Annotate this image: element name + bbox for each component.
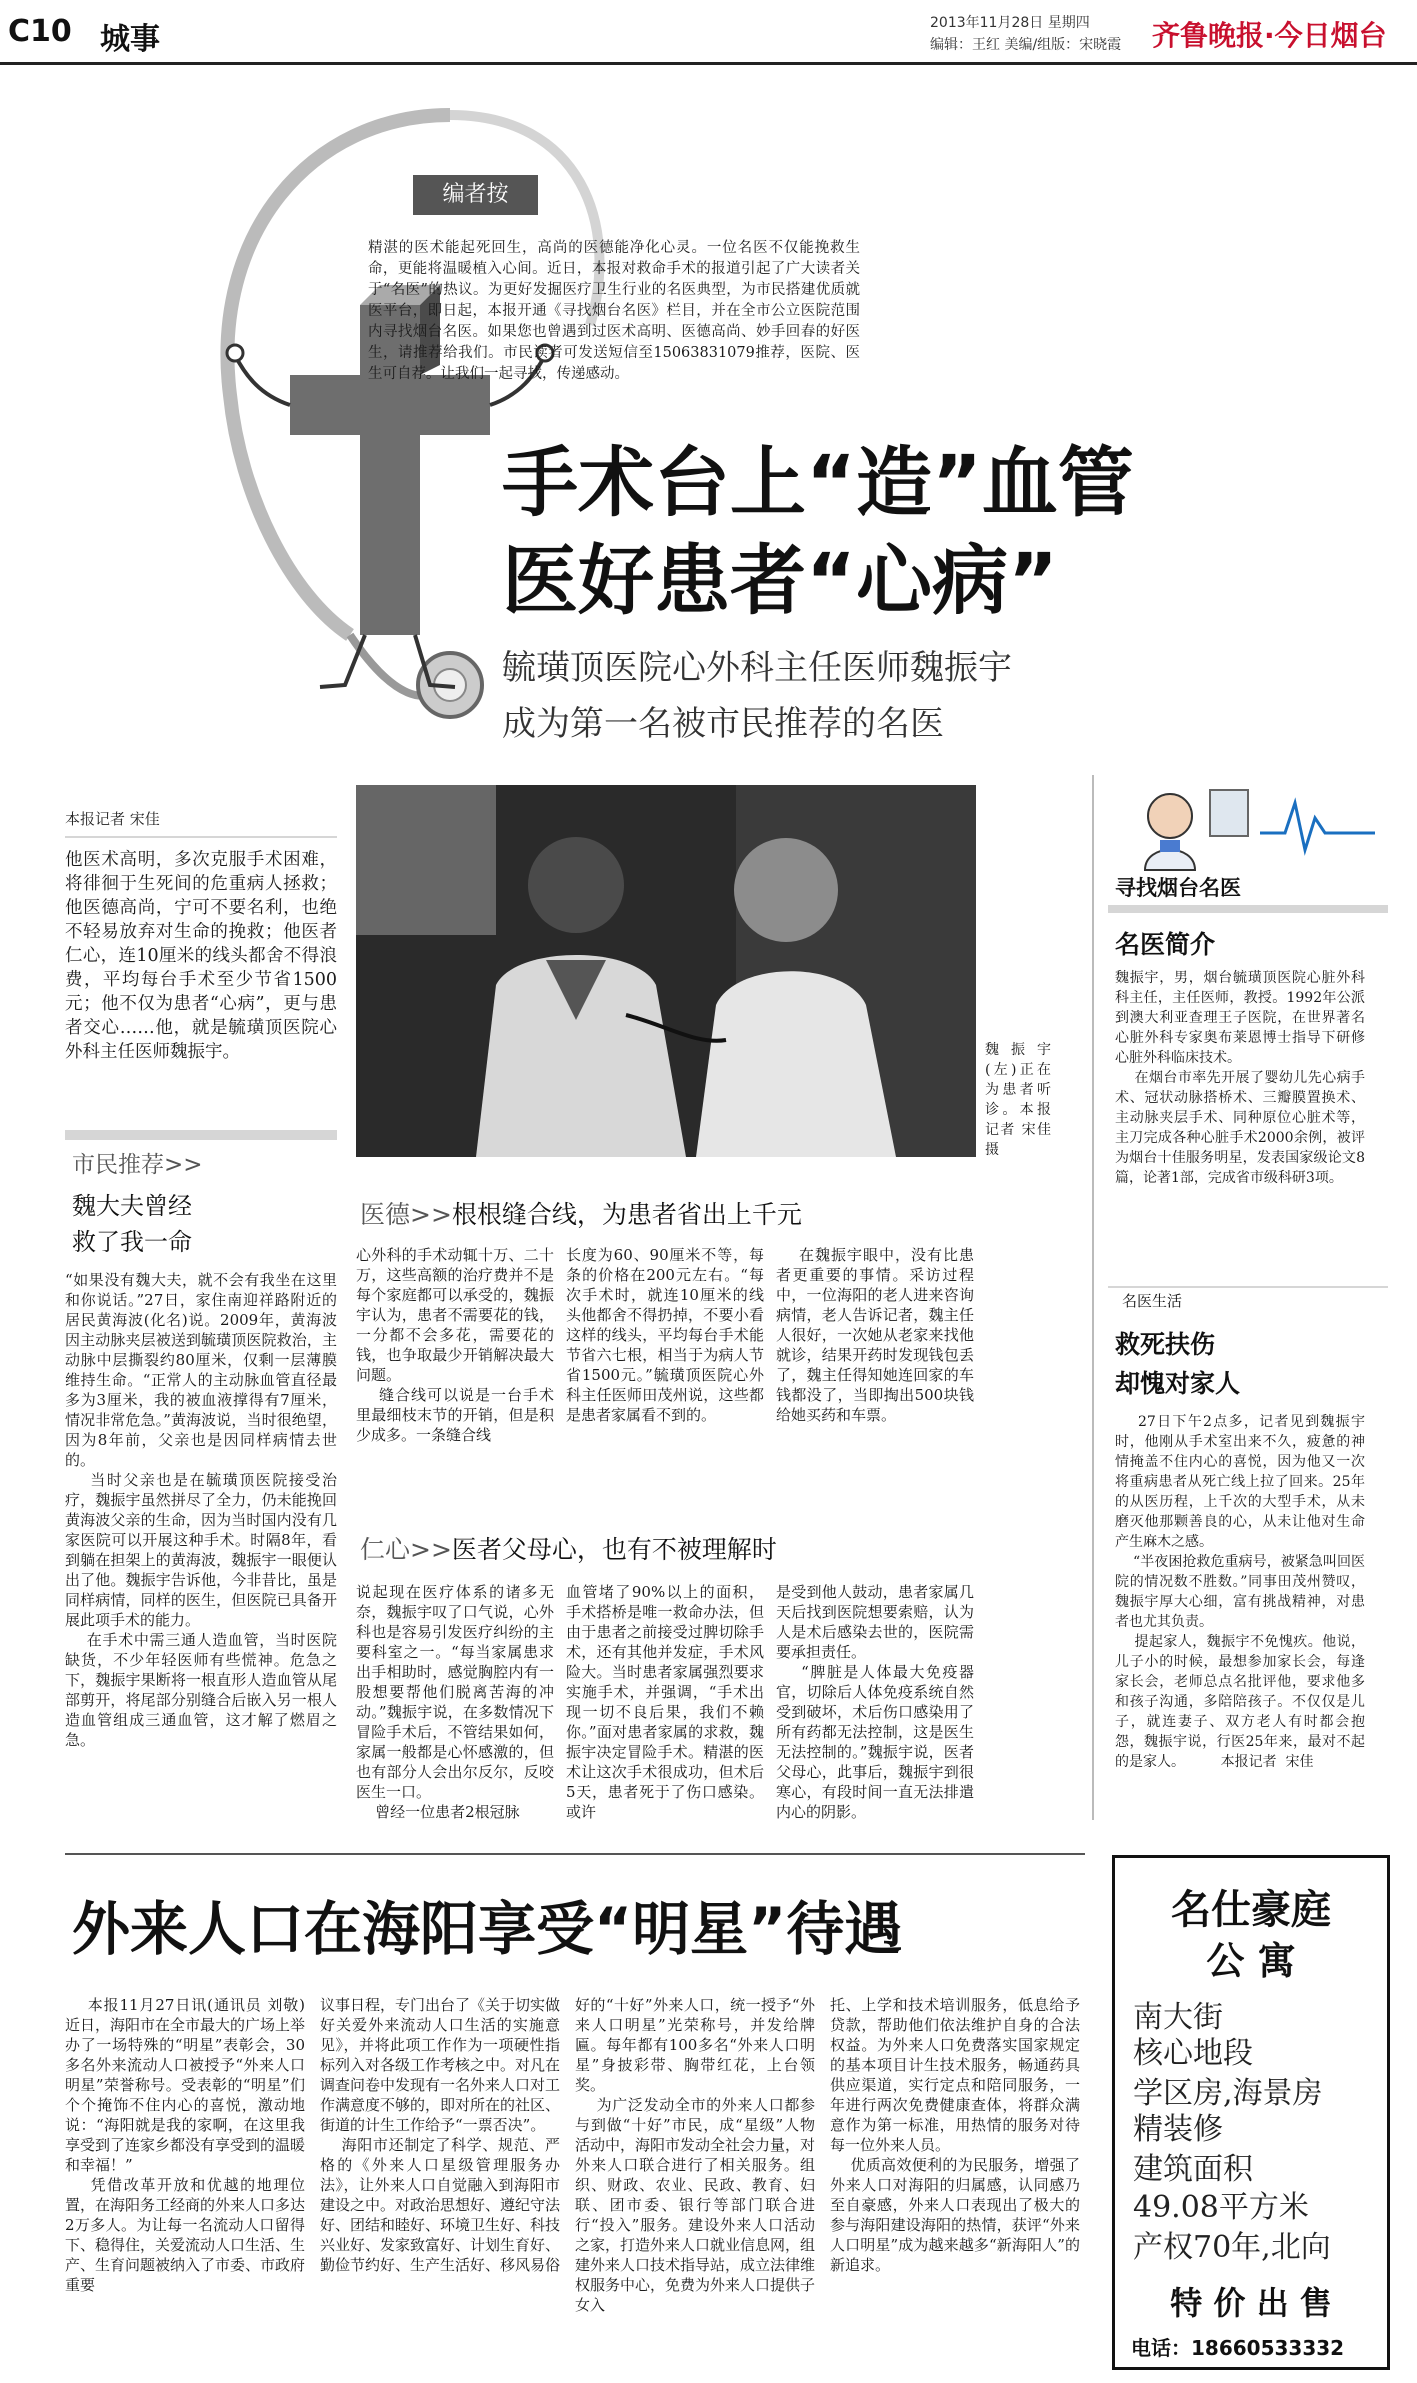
section-c-heading — [360, 1530, 777, 1566]
section-name: 城事 — [100, 22, 160, 57]
section-a-title2: 救了我一命 — [72, 1228, 192, 1256]
section-b-col1: 心外科的手术动辄十万、二十万，这些高额的治疗费并不是每个家庭都可以承受的，魏振宇认为，患者不需要花的钱，一分都不会多花，需要花的钱，也争取最少开销解决最大问题。 缝合线可以说是一台手术里最细枝末节的开销，但是积少成多。一条缝合线 — [356, 1246, 554, 1444]
apartment-ad — [1112, 1855, 1390, 2370]
ad-title1: 名仕豪庭 — [1171, 1887, 1331, 1933]
editor-note-text: 精湛的医术能起死回生，高尚的医德能净化心灵。一位名医不仅能挽救生命，更能将温暖植入心间。近日，本报对救命手术的报道引起了广大读者关于“名医”的热议。为更好发掘医疗卫生行业的名医典型，为市民搭建优质就医平台，即日起，本报开通《寻找烟台名医》栏目，并在全市公立医院范围内寻找烟台名医。如果您也曾遇到过医术高明、医德高尚、妙手回春的好医生，请推荐给我们。市民读者可发送短信至15063831079推荐，医院、医生可自荐。让我们一起寻找，传递感动。 — [368, 240, 860, 382]
headline-sub1: 毓璜顶医院心外科主任医师魏振宇 — [502, 648, 1012, 688]
date-line: 2013年11月28日 星期四 — [930, 15, 1090, 31]
intro-text: 魏振宇，男，烟台毓璜顶医院心脏外科科主任，主任医师，教授。1992年公派到澳大利亚查理王子医院，在世界著名心脏外科专家奥布莱恩博士指导下研修心脏外科临床技术。 在烟台市率先开展了婴幼儿先心病手术、冠状动脉搭桥术、三瓣膜置换术、主动脉夹层手术、同种原位心脏术等，主刀完成各种心脏手术2000余例，被评为烟台十佳服务明星，发表国家级论文8篇，论著1部，完成省市级科研3项。 — [1115, 970, 1365, 1186]
editor-line: 编辑：王红 美编/组版：宋晓霞 — [930, 37, 1122, 53]
ad-line7: 产权70年,北向 — [1133, 2230, 1331, 2265]
section-b-prefix: 医德>> — [360, 1200, 452, 1229]
section-c-title: 医者父母心，也有不被理解时 — [451, 1535, 777, 1564]
headline-line1: 手术台上“造”血管 — [502, 438, 1134, 527]
find-doctor-logo — [1110, 778, 1380, 870]
story2-col2: 议事日程，专门出台了《关于切实做好关爱外来流动人口生活的实施意见》，并将此项工作作为一项硬性指标列入对各级工作考核之中。对凡在调查问卷中发现有一名外来人口对工作满意度不够的，即对所在的社区、街道的计生工作给予“一票否决”。 海阳市还制定了科学、规范、严格的《外来人口星级管理服务办法》，让外来人口自觉融入到海阳市建设之中。对政治思想好、遵纪守法好、团结和睦好、环境卫生好、科技兴业好、发家致富好、计划生育好、勤俭节约好、生产生活好、移风易俗 — [320, 1996, 561, 2274]
life-label: 名医生活 — [1122, 1292, 1183, 1310]
editor-note-badge: 编者按 — [413, 175, 538, 215]
ad-line2: 核心地段 — [1133, 2036, 1253, 2071]
brand-name: 齐鲁晚报·今日烟台 — [1152, 19, 1387, 52]
ad-line3: 学区房,海景房 — [1133, 2076, 1323, 2111]
ad-line4: 精装修 — [1133, 2112, 1223, 2147]
ad-phone: 电话：18660533332 — [1131, 2336, 1345, 2360]
story2-headline: 外来人口在海阳享受“明星”待遇 — [72, 1895, 903, 1963]
story2-top-rule — [65, 1853, 1085, 1855]
section-c-col1: 说起现在医疗体系的诸多无奈，魏振宇叹了口气说，心外科也是容易引发医疗纠纷的主要科室之一。“每当家属患求出手相助时，感觉胸腔内有一股想要帮他们脱离苦海的冲动。”魏振宇说，在多数情况下冒险手术后，不管结果如何，家属一般都是心怀感激的，但也有部分人会出尔反尔，反咬医生一口。 曾经一位患者2根冠脉 — [356, 1583, 554, 1821]
section-b-col2: 长度为60、90厘米不等，每条的价格在200元左右。“每次手术时，就连10厘米的线头他都舍不得扔掉，不要小看这样的线头，平均每台手术能节省六七根，相当于为病人节省1500元。”毓璜顶医院心外科主任医师田茂州说，这些都是患者家属看不到的。 — [566, 1246, 764, 1424]
section-a-label: 市民推荐>> — [72, 1152, 203, 1178]
sidebar-rule-2 — [1108, 1286, 1388, 1288]
byline: 本报记者 宋佳 — [65, 810, 160, 828]
section-a-title1: 魏大夫曾经 — [72, 1192, 192, 1220]
headline-sub2: 成为第一名被市民推荐的名医 — [502, 704, 944, 744]
masthead-rule — [0, 62, 1417, 65]
story2-col4: 托、上学和技术培训服务，低息给予贷款，帮助他们依法维护自身的合法权益。为外来人口免费落实国家规定的基本项目计生技术服务，畅通药具供应渠道，实行定点和陪同服务，一年进行两次免费健康查体，将群众满意作为第一标准，用热情的服务对待每一位外来人员。 优质高效便利的为民服务，增强了外来人口对海阳的归属感，认同感乃至自豪感，外来人口表现出了极大的参与海阳建设海阳的热情，获评“外来人口明星”成为越来越多“新海阳人”的新追求。 — [830, 1996, 1080, 2274]
life-text: 27日下午2点多，记者见到魏振宇时，他刚从手术室出来不久，疲惫的神情掩盖不住内心的喜悦，因为他又一次将重病患者从死亡线上拉了回来。25年的从医历程，上千次的大型手术，从未磨灭他那颗善良的心，从未让他对生命产生麻木之感。 “半夜困抢救危重病号，被紧急叫回医院的情况数不胜数。”同事田茂州赞叹，魏振宇厚大心细，富有挑战精神，对患者也尤其负责。 提起家人，魏振宇不免愧疚。他说，儿子小的时候，最想参加家长会，每逢家长会，老师总点名批评他，要求他多和孩子沟通，多陪陪孩子。不仅仅是儿子，就连妻子、双方老人有时都会抱怨，魏振宇说，行医25年来，最对不起的是家人。 本报记者 宋佳 — [1115, 1414, 1365, 1770]
ad-offer: 特 价 出 售 — [1170, 2284, 1332, 2322]
ad-line6: 49.08平方米 — [1133, 2190, 1309, 2225]
life-title2: 却愧对家人 — [1115, 1369, 1241, 1398]
sidebar-rule-1 — [1108, 905, 1388, 913]
headline-line2: 医好患者“心病” — [502, 536, 1058, 625]
section-c-col3: 是受到他人鼓动，患者家属几天后找到医院想要索赔，认为人是术后感染去世的，医院需要承担责任。 “脾脏是人体最大免疫器官，切除后人体免疫系统自然受到破坏，术后伤口感染用了所有药都无法控制，这是医生无法控制的。”魏振宇说，医者父母心，此事后，魏振宇到很寒心，有段时间一直无法排遣内心的阴影。 — [776, 1583, 975, 1821]
life-title1: 救死扶伤 — [1115, 1330, 1216, 1359]
doctor-photo — [356, 785, 976, 1157]
story2-col1: 本报11月27日讯(通讯员 刘敬) 近日，海阳市在全市最大的广场上举办了一场特殊的“明星”表彰会，30多名外来流动人口被授予“外来人口明星”荣誉称号。受表彰的“明星”们个个掩饰不住内心的喜悦，激动地说：“海阳就是我的家啊，在这里我享受到了连家乡都没有享受到的温暖和幸福！” 凭借改革开放和优越的地理位置，在海阳务工经商的外来人口多达2万多人。为让每一名流动人口留得下、稳得住，关爱流动人口生活、生产、生育问题被纳入了市委、市政府重要 — [65, 1996, 306, 2294]
section-c-col2: 血管堵了90%以上的面积，手术搭桥是唯一救命办法，但由于患者之前接受过脾切除手术，还有其他并发症，手术风险大。当时患者家属强烈要求实施手术，并强调，“手术出现一切不良后果，我们不赖你。”面对患者家属的求救，魏振宇决定冒险手术。精湛的医术让这次手术很成功，但术后5天，患者死于了伤口感染。或许 — [566, 1583, 764, 1821]
lead-text: 他医术高明，多次克服手术困难，将徘徊于生死间的危重病人拯救；他医德高尚，宁可不要名利，也绝不轻易放弃对生命的挽救；他医者仁心，连10厘米的线头都舍不得浪费，平均每台手术至少节省1500元；他不仅为患者“心病”，更与患者交心……他，就是毓璜顶医院心外科主任医师魏振宇。 — [65, 850, 337, 1062]
page-code: C10 — [8, 14, 72, 49]
photo-caption: 魏振宇(左)正在为患者听诊。本报记者 宋佳 摄 — [985, 1042, 1056, 1158]
ad-title2: 公 寓 — [1206, 1939, 1296, 1983]
lead-rule — [65, 836, 337, 838]
section-b-title: 根根缝合线，为患者省出上千元 — [451, 1200, 802, 1229]
sidebar-divider — [1092, 775, 1094, 1820]
story2-col3: 好的“十好”外来人口，统一授予“外来人口明星”光荣称号，并发给牌匾。每年都有100多名“外来人口明星”身披彩带、胸带红花，上台领奖。 为广泛发动全市的外来人口都参与到做“十好”市民，成“星级”人物活动中，海阳市发动全社会力量，对外来人口联合进行了相关服务。组织、财政、农业、民政、教育、妇联、团市委、银行等部门联合进行“投入”服务。建设外来人口活动之家，打造外来人口就业信息网，组建外来人口技术指导站，成立法律维权服务中心，免费为外来人口提供子女入 — [575, 1996, 816, 2314]
section-b-col3: 在魏振宇眼中，没有比患者更重要的事情。采访过程中，一位海阳的老人进来咨询病情，老人告诉记者，魏主任人很好，一次她从老家来找他就诊，结果开药时发现钱包丢了，魏主任得知她连回家的车钱都没了，当即掏出500块钱给她买药和车票。 — [776, 1246, 974, 1424]
section-c-prefix: 仁心>> — [360, 1535, 452, 1564]
ad-line5: 建筑面积 — [1133, 2152, 1253, 2187]
section-b-heading — [360, 1195, 802, 1231]
section-a-rule — [65, 1130, 337, 1140]
section-a-text: “如果没有魏大夫，就不会有我坐在这里和你说话。”27日，家住南迎祥路附近的居民黄海波(化名)说。2009年，黄海波因主动脉夹层被送到毓璜顶医院救治，主动脉中层撕裂约80厘米，仅剩一层薄膜维持生命。“正常人的主动脉血管直径最多为3厘米，我的被血液撑得有7厘米，情况非常危急。”黄海波说，当时很绝望，因为8年前，父亲也是因同样病情去世的。 当时父亲也是在毓璜顶医院接受治疗，魏振宇虽然拼尽了全力，仍未能挽回黄海波父亲的生命，因为当时国内没有几家医院可以开展这种手术。时隔8年，看到躺在担架上的黄海波，魏振宇一眼便认出了他。魏振宇告诉他，今非昔比，虽是同样病情，同样的医生，但医院已具备开展此项手术的能力。 在手术中需三通人造血管，当时医院缺货，不少年轻医师有些慌神。危急之下，魏振宇果断将一根直形人造血管从尾部剪开，将尾部分别缝合后嵌入另一根人造血管组成三通血管，这才解了燃眉之急。 — [65, 1271, 337, 1749]
ad-line1: 南大街 — [1133, 2000, 1223, 2035]
find-doctor-caption: 寻找烟台名医 — [1115, 876, 1241, 900]
intro-title: 名医简介 — [1115, 930, 1216, 959]
